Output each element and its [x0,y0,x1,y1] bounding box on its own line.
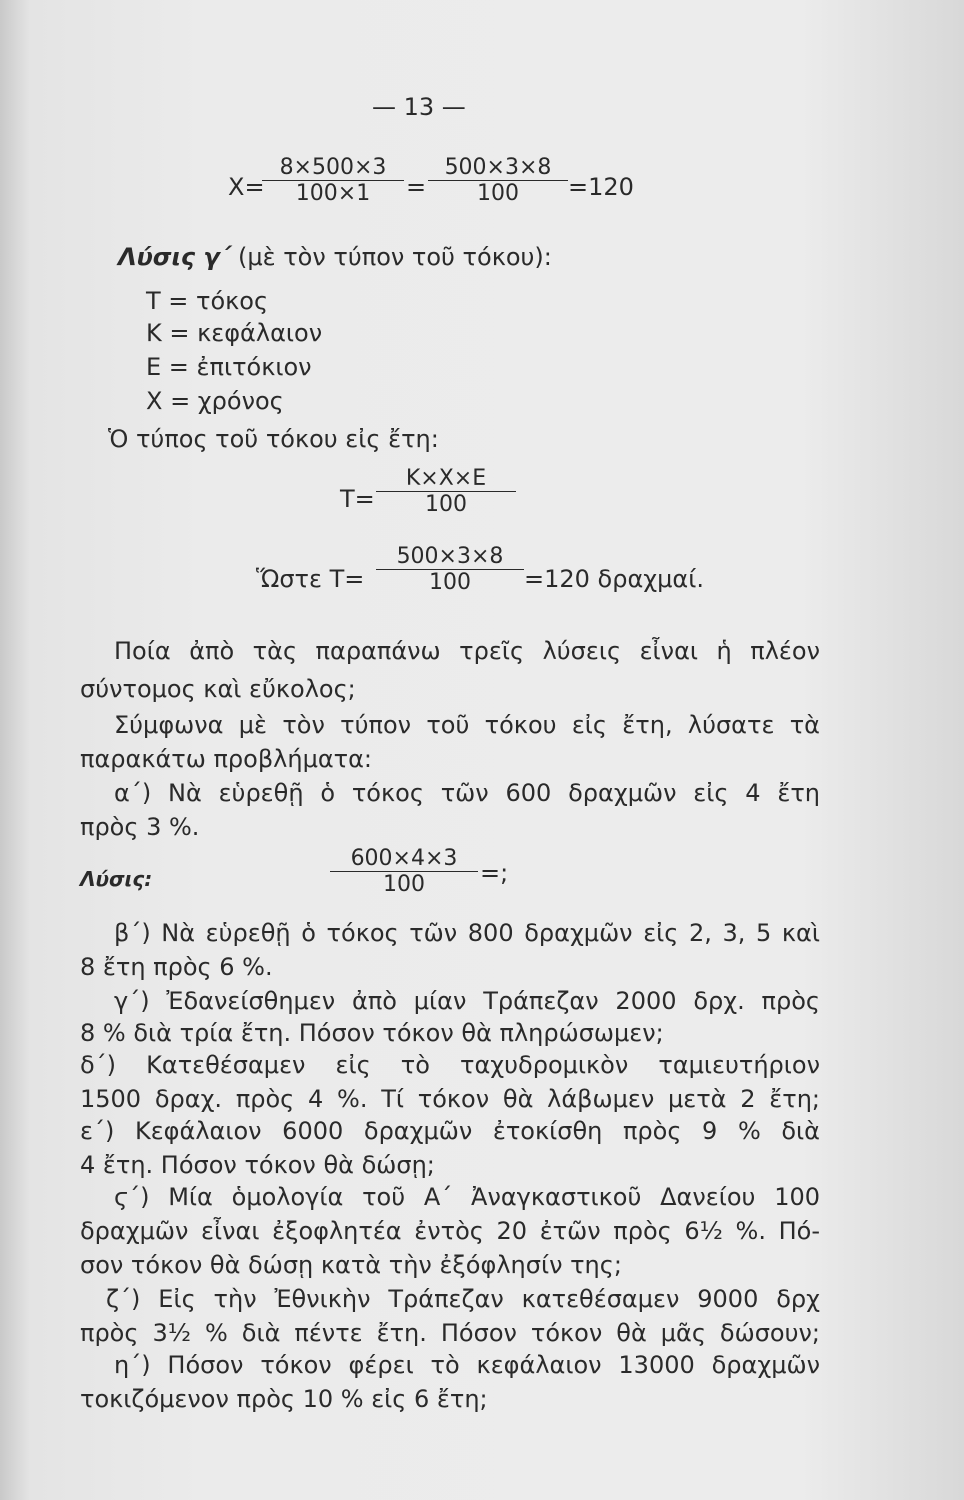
problem-line: ε΄) Κεφάλαιον 6000 δραχμῶν ἐτοκίσθη πρὸς 9 % διὰ [80,1117,820,1145]
formula4-fraction [330,846,478,897]
formula1-fraction-a [262,155,404,206]
formula-intro: Ὁ τύπος τοῦ τόκου εἰς ἔτη: [108,425,439,453]
formula3-denominator: 100 [429,570,471,595]
problem-line: σον τόκον θὰ δώσῃ κατὰ τὴν ἐξόφλησίν της; [80,1251,622,1279]
formula3-lhs: Ὥστε Τ= [256,565,365,593]
formula2-denominator: 100 [425,492,467,517]
problem-line: ϛ΄) Μία ὁμολογία τοῦ Α΄ Ἀναγκαστικοῦ Δανείου 100 [114,1183,820,1211]
formula1-result: =120 [568,173,634,201]
problem-line: ζ΄) Εἰς τὴν Ἐθνικὴν Τράπεζαν κατεθέσαμεν 9000 δρχ [106,1285,820,1313]
solution3-line [118,242,552,272]
formula2-numerator: Κ×Χ×Ε [405,466,487,491]
problem-line: δραχμῶν εἶναι ἐξοφλητέα ἐντὸς 20 ἐτῶν πρὸς 6½ %. Πό- [80,1217,820,1245]
formula3-result: =120 δραχμαί. [524,565,704,593]
definition-capital: Κ = κεφάλαιον [146,319,323,347]
problem-line: β΄) Νὰ εὑρεθῇ ὁ τόκος τῶν 800 δραχμῶν εἰς 2, 3, 5 καὶ [114,919,820,947]
formula1-fraction-b [428,155,568,206]
definition-time: Χ = χρόνος [146,387,284,415]
instruction-line-1: Σύμφωνα μὲ τὸν τύπον τοῦ τόκου εἰς ἔτη, λύσατε τὰ [114,711,820,739]
formula4-denominator: 100 [383,872,425,897]
definition-interest: Τ = τόκος [146,287,269,315]
problem-line: 8 ἔτη πρὸς 6 %. [80,953,273,981]
problem-line: δ΄) Κατεθέσαμεν εἰς τὸ ταχυδρομικὸν ταμιευτήριον [80,1051,820,1079]
formula2-fraction [376,466,516,517]
formula1-lhs: X= [228,173,265,201]
problem-a-line-2: πρὸς 3 %. [80,813,200,841]
formula4-numerator: 600×4×3 [350,846,458,871]
formula1-a-numerator: 8×500×3 [279,155,387,180]
problem-line: τοκιζόμενον πρὸς 10 % εἰς 6 ἔτη; [80,1385,488,1413]
solution3-text: (μὲ τὸν τύπον τοῦ τόκου): [238,243,552,271]
problem-a-line-1: α΄) Νὰ εὑρεθῇ ὁ τόκος τῶν 600 δραχμῶν εἰς 4 ἔτη [114,779,820,807]
problem-line: γ΄) Ἐδανείσθημεν ἀπὸ μίαν Τράπεζαν 2000 δρχ. πρὸς [114,987,820,1015]
formula1-a-denominator: 100×1 [295,181,371,206]
page-number: — 13 — [372,93,466,121]
problem-line: η΄) Πόσον τόκον φέρει τὸ κεφάλαιον 13000 δραχμῶν [114,1351,820,1379]
problem-line: 1500 δραχ. πρὸς 4 %. Τί τόκον θὰ λάβωμεν μετὰ 2 ἔτη; [80,1085,820,1113]
problem-line: 4 ἔτη. Πόσον τόκον θὰ δώσῃ; [80,1151,435,1179]
instruction-line-2: παρακάτω προβλήματα: [80,745,373,773]
solution3-heading: Λύσις γ΄ [118,243,231,271]
formula3-fraction [376,544,524,595]
formula1-eq: = [406,173,427,201]
question-line-2: σύντομος καὶ εὔκολος; [80,675,356,703]
solution-label: Λύσις: [80,867,153,891]
question-line-1: Ποία ἀπὸ τὰς παραπάνω τρεῖς λύσεις εἶναι ἡ πλέον [114,637,820,665]
formula4-result: =; [480,859,509,887]
formula1-b-numerator: 500×3×8 [444,155,552,180]
formula1-b-denominator: 100 [477,181,519,206]
problem-line: 8 % διὰ τρία ἔτη. Πόσον τόκον θὰ πληρώσωμεν; [80,1019,664,1047]
problem-line: πρὸς 3½ % διὰ πέντε ἔτη. Πόσον τόκον θὰ μᾶς δώσουν; [80,1319,820,1347]
formula3-numerator: 500×3×8 [396,544,504,569]
definition-rate: Ε = ἐπιτόκιον [146,353,312,381]
formula2-lhs: Τ= [340,485,375,513]
